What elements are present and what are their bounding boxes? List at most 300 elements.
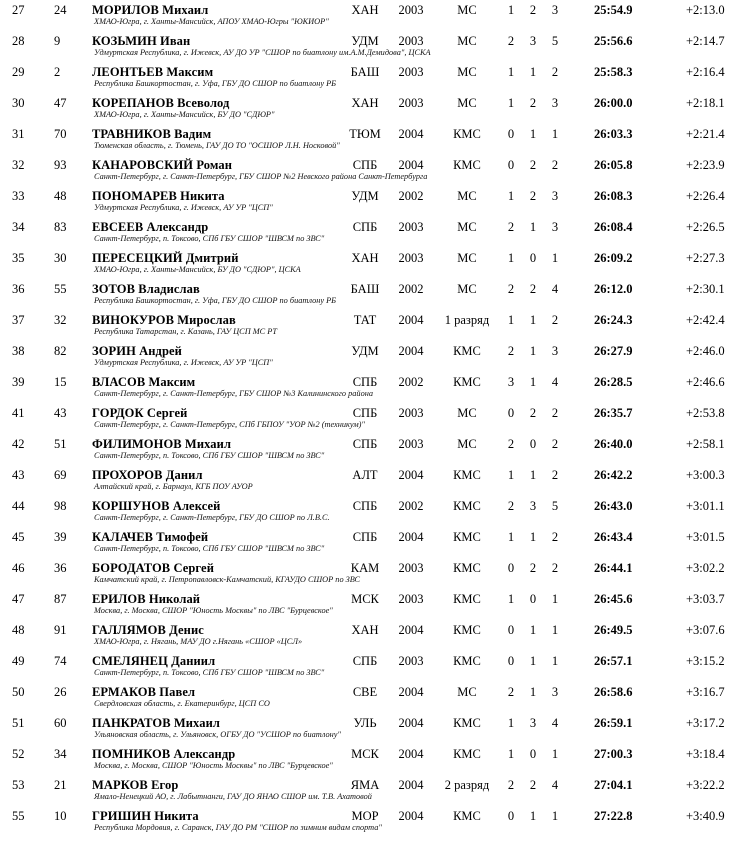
cell-place: 38 (12, 344, 25, 358)
cell-bib: 47 (54, 96, 67, 110)
cell-shooting-total: 1 (551, 654, 559, 668)
cell-shooting-1: 1 (507, 716, 515, 730)
cell-bib: 32 (54, 313, 67, 327)
cell-region: УДМ (351, 344, 379, 358)
cell-region: ХАН (351, 251, 379, 265)
cell-result-time: 25:54.9 (594, 3, 633, 17)
cell-spacer (6, 79, 46, 93)
cell-spacer (668, 155, 686, 172)
cell-spacer (668, 403, 686, 420)
cell-bib: 74 (54, 654, 67, 668)
table-row-club (6, 48, 748, 62)
cell-spacer (46, 48, 92, 62)
cell-spacer (566, 589, 594, 606)
table-row-club (6, 606, 748, 620)
cell-bib: 82 (54, 344, 67, 358)
cell-spacer (566, 496, 594, 513)
cell-region: МОР (351, 809, 379, 823)
table-row (6, 279, 748, 296)
cell-result-time: 26:49.5 (594, 623, 633, 637)
cell-shooting-1: 1 (507, 251, 515, 265)
cell-region: СПБ (352, 530, 378, 544)
cell-spacer (46, 203, 92, 217)
cell-shooting-2: 0 (529, 437, 537, 451)
cell-result-time: 26:57.1 (594, 654, 633, 668)
cell-time-behind: +2:23.9 (686, 158, 725, 172)
cell-spacer (566, 651, 594, 668)
cell-club-region: Республика Башкортостан, г. Уфа, ГБУ ДО СШОР по биатлону РБ (94, 296, 337, 305)
cell-spacer (668, 527, 686, 544)
cell-club-region: Республика Мордовия, г. Саранск, ГАУ ДО РМ "СШОР по зимним видам спорта" (94, 823, 382, 832)
cell-spacer (46, 761, 92, 775)
table-row (6, 682, 748, 699)
cell-shooting-total: 5 (551, 34, 559, 48)
cell-region: ТАТ (353, 313, 377, 327)
cell-spacer (566, 806, 594, 823)
cell-birth-year: 2004 (398, 716, 424, 730)
cell-spacer (6, 637, 46, 651)
cell-club-region: Удмуртская Республика, г. Ижевск, АУ УР "ЦСП" (94, 358, 273, 367)
cell-shooting-1: 0 (507, 654, 515, 668)
table-row-club (6, 172, 748, 186)
cell-shooting-1: 1 (507, 96, 515, 110)
cell-place: 32 (12, 158, 25, 172)
cell-bib: 10 (54, 809, 67, 823)
cell-athlete-name: КОРШУНОВ Алексей (92, 499, 221, 513)
cell-athlete-name: ГАЛЛЯМОВ Денис (92, 623, 204, 637)
cell-result-time: 26:43.4 (594, 530, 633, 544)
cell-bib: 9 (54, 34, 61, 48)
cell-shooting-total: 1 (551, 623, 559, 637)
table-row (6, 372, 748, 389)
cell-rank: МС (457, 251, 477, 265)
cell-athlete-name: ПОНОМАРЕВ Никита (92, 189, 225, 203)
cell-region: СПБ (352, 375, 378, 389)
cell-shooting-2: 3 (529, 34, 537, 48)
cell-spacer (566, 682, 594, 699)
cell-club-region: ХМАО-Югра, г. Ханты-Мансийск, БУ ДО "СДЮР", ЦСКА (94, 265, 301, 274)
cell-time-behind: +3:22.2 (686, 778, 725, 792)
cell-spacer (566, 527, 594, 544)
cell-result-time: 26:24.3 (594, 313, 633, 327)
cell-region: СПБ (352, 406, 378, 420)
cell-shooting-2: 1 (529, 344, 537, 358)
cell-birth-year: 2004 (398, 158, 424, 172)
cell-spacer (668, 217, 686, 234)
cell-spacer (668, 713, 686, 730)
cell-place: 47 (12, 592, 25, 606)
table-row (6, 341, 748, 358)
cell-athlete-name: МОРИЛОВ Михаил (92, 3, 209, 17)
cell-spacer (566, 0, 594, 17)
table-row-club (6, 110, 748, 124)
cell-result-time: 26:12.0 (594, 282, 633, 296)
table-row (6, 248, 748, 265)
cell-shooting-2: 1 (529, 220, 537, 234)
cell-birth-year: 2004 (398, 809, 424, 823)
cell-athlete-name: ЛЕОНТЬЕВ Максим (92, 65, 214, 79)
cell-athlete-name: ПЕРЕСЕЦКИЙ Дмитрий (92, 251, 239, 265)
cell-rank: КМС (453, 654, 481, 668)
cell-birth-year: 2004 (398, 344, 424, 358)
cell-shooting-total: 2 (551, 530, 559, 544)
cell-spacer (6, 730, 46, 744)
cell-spacer (6, 544, 46, 558)
cell-spacer (46, 17, 92, 31)
cell-athlete-name: КАЛАЧЕВ Тимофей (92, 530, 209, 544)
cell-time-behind: +2:13.0 (686, 3, 725, 17)
table-row (6, 403, 748, 420)
cell-birth-year: 2003 (398, 251, 424, 265)
cell-spacer (668, 31, 686, 48)
cell-birth-year: 2003 (398, 3, 424, 17)
cell-spacer (6, 265, 46, 279)
cell-shooting-1: 2 (507, 282, 515, 296)
table-row (6, 62, 748, 79)
table-row-club (6, 792, 748, 806)
cell-spacer (6, 203, 46, 217)
cell-place: 30 (12, 96, 25, 110)
results-table-body (6, 0, 748, 837)
cell-birth-year: 2004 (398, 685, 424, 699)
cell-shooting-total: 1 (551, 251, 559, 265)
cell-spacer (566, 713, 594, 730)
cell-place: 44 (12, 499, 25, 513)
cell-shooting-1: 0 (507, 623, 515, 637)
cell-shooting-1: 1 (507, 3, 515, 17)
cell-shooting-1: 0 (507, 127, 515, 141)
cell-athlete-name: ГРИШИН Никита (92, 809, 199, 823)
cell-result-time: 26:08.4 (594, 220, 633, 234)
cell-time-behind: +2:58.1 (686, 437, 725, 451)
cell-spacer (6, 668, 46, 682)
cell-birth-year: 2003 (398, 65, 424, 79)
cell-athlete-name: ЕВСЕЕВ Александр (92, 220, 209, 234)
table-row-club (6, 513, 748, 527)
cell-spacer (566, 341, 594, 358)
cell-rank: КМС (453, 344, 481, 358)
cell-club-region: Удмуртская Республика, г. Ижевск, АУ УР "ЦСП" (94, 203, 273, 212)
table-row-club (6, 327, 748, 341)
cell-shooting-total: 1 (551, 127, 559, 141)
cell-rank: МС (457, 282, 477, 296)
table-row (6, 558, 748, 575)
cell-bib: 83 (54, 220, 67, 234)
cell-club-region: Москва, г. Москва, СШОР "Юность Москвы" по ЛВС "Бурцевское" (94, 761, 333, 770)
cell-time-behind: +3:07.6 (686, 623, 725, 637)
cell-spacer (566, 186, 594, 203)
cell-spacer (6, 17, 46, 31)
cell-region: БАШ (350, 282, 380, 296)
cell-rank: МС (457, 220, 477, 234)
cell-shooting-total: 2 (551, 437, 559, 451)
cell-shooting-total: 3 (551, 220, 559, 234)
table-row-club (6, 265, 748, 279)
cell-spacer (46, 575, 92, 589)
cell-result-time: 26:43.0 (594, 499, 633, 513)
cell-result-time: 26:00.0 (594, 96, 633, 110)
cell-time-behind: +2:18.1 (686, 96, 725, 110)
cell-club-region: Санкт-Петербург, г. Санкт-Петербург, СПб ГБПОУ "УОР №2 (техникум)" (94, 420, 365, 429)
cell-athlete-name: ЕРМАКОВ Павел (92, 685, 196, 699)
cell-region: ЯМА (350, 778, 380, 792)
cell-club-region: Санкт-Петербург, п. Токсово, СПб ГБУ СШОР "ШВСМ по ЗВС" (94, 544, 325, 553)
table-row-club (6, 730, 748, 744)
cell-result-time: 26:44.1 (594, 561, 633, 575)
cell-time-behind: +2:42.4 (686, 313, 725, 327)
cell-bib: 48 (54, 189, 67, 203)
cell-bib: 26 (54, 685, 67, 699)
cell-spacer (668, 806, 686, 823)
cell-rank: КМС (453, 499, 481, 513)
cell-spacer (566, 620, 594, 637)
table-row (6, 186, 748, 203)
cell-birth-year: 2004 (398, 623, 424, 637)
cell-shooting-total: 3 (551, 344, 559, 358)
cell-spacer (566, 744, 594, 761)
cell-place: 55 (12, 809, 25, 823)
cell-birth-year: 2003 (398, 592, 424, 606)
cell-spacer (6, 575, 46, 589)
cell-birth-year: 2004 (398, 747, 424, 761)
cell-spacer (668, 775, 686, 792)
cell-result-time: 25:58.3 (594, 65, 633, 79)
cell-spacer (668, 589, 686, 606)
table-row (6, 31, 748, 48)
cell-spacer (46, 792, 92, 806)
cell-spacer (668, 124, 686, 141)
cell-place: 51 (12, 716, 25, 730)
cell-shooting-1: 0 (507, 809, 515, 823)
cell-spacer (46, 699, 92, 713)
cell-spacer (6, 606, 46, 620)
table-row (6, 496, 748, 513)
cell-spacer (6, 48, 46, 62)
table-row-club (6, 761, 748, 775)
cell-place: 34 (12, 220, 25, 234)
cell-athlete-name: ЕРИЛОВ Николай (92, 592, 201, 606)
cell-athlete-name: КАНАРОВСКИЙ Роман (92, 158, 233, 172)
cell-shooting-total: 3 (551, 685, 559, 699)
table-row-club (6, 203, 748, 217)
table-row (6, 651, 748, 668)
cell-shooting-1: 1 (507, 468, 515, 482)
cell-bib: 51 (54, 437, 67, 451)
cell-region: МСК (351, 747, 379, 761)
cell-athlete-name: ВИНОКУРОВ Мирослав (92, 313, 236, 327)
cell-result-time: 26:40.0 (594, 437, 633, 451)
table-row (6, 0, 748, 17)
cell-place: 48 (12, 623, 25, 637)
cell-spacer (6, 513, 46, 527)
cell-spacer (668, 279, 686, 296)
cell-result-time: 26:05.8 (594, 158, 633, 172)
cell-spacer (668, 186, 686, 203)
cell-birth-year: 2002 (398, 282, 424, 296)
cell-time-behind: +2:26.4 (686, 189, 725, 203)
cell-shooting-total: 5 (551, 499, 559, 513)
cell-club-region: Санкт-Петербург, г. Санкт-Петербург, ГБУ ДО СШОР по Л.В.С. (94, 513, 330, 522)
cell-shooting-2: 2 (529, 561, 537, 575)
cell-spacer (46, 265, 92, 279)
table-row (6, 713, 748, 730)
cell-shooting-total: 1 (551, 747, 559, 761)
cell-spacer (566, 434, 594, 451)
cell-spacer (6, 389, 46, 403)
table-row (6, 775, 748, 792)
cell-spacer (6, 792, 46, 806)
cell-region: СПБ (352, 654, 378, 668)
cell-place: 29 (12, 65, 25, 79)
cell-spacer (566, 775, 594, 792)
table-row-club (6, 79, 748, 93)
cell-place: 33 (12, 189, 25, 203)
cell-spacer (668, 496, 686, 513)
cell-spacer (46, 172, 92, 186)
cell-result-time: 27:04.1 (594, 778, 633, 792)
cell-rank: КМС (453, 592, 481, 606)
cell-shooting-total: 4 (551, 282, 559, 296)
cell-spacer (6, 420, 46, 434)
cell-time-behind: +2:21.4 (686, 127, 725, 141)
cell-spacer (6, 482, 46, 496)
cell-place: 28 (12, 34, 25, 48)
cell-spacer (668, 248, 686, 265)
table-row-club (6, 358, 748, 372)
cell-club-region: Ямало-Ненецкий АО, г. Лабытнанги, ГАУ ДО ЯНАО СШОР им. Т.В. Ахатовой (94, 792, 372, 801)
cell-spacer (6, 110, 46, 124)
cell-shooting-2: 1 (529, 468, 537, 482)
cell-spacer (6, 451, 46, 465)
cell-region: ХАН (351, 3, 379, 17)
cell-birth-year: 2004 (398, 127, 424, 141)
cell-spacer (566, 403, 594, 420)
cell-spacer (566, 372, 594, 389)
cell-athlete-name: ВЛАСОВ Максим (92, 375, 196, 389)
cell-place: 37 (12, 313, 25, 327)
cell-place: 53 (12, 778, 25, 792)
cell-region: КАМ (350, 561, 380, 575)
cell-result-time: 26:27.9 (594, 344, 633, 358)
cell-club-region: Республика Татарстан, г. Казань, ГАУ ЦСП МС РТ (94, 327, 277, 336)
cell-birth-year: 2002 (398, 375, 424, 389)
cell-birth-year: 2002 (398, 499, 424, 513)
cell-bib: 69 (54, 468, 67, 482)
table-row-club (6, 482, 748, 496)
cell-birth-year: 2003 (398, 654, 424, 668)
cell-spacer (6, 172, 46, 186)
cell-spacer (46, 327, 92, 341)
cell-time-behind: +2:46.6 (686, 375, 725, 389)
cell-birth-year: 2003 (398, 437, 424, 451)
cell-bib: 91 (54, 623, 67, 637)
cell-shooting-2: 1 (529, 530, 537, 544)
cell-region: ХАН (351, 623, 379, 637)
table-row (6, 744, 748, 761)
cell-rank: МС (457, 96, 477, 110)
cell-shooting-2: 0 (529, 592, 537, 606)
cell-time-behind: +3:17.2 (686, 716, 725, 730)
cell-bib: 55 (54, 282, 67, 296)
cell-region: СПБ (352, 158, 378, 172)
cell-shooting-1: 0 (507, 158, 515, 172)
cell-spacer (566, 279, 594, 296)
cell-region: СПБ (352, 220, 378, 234)
table-row (6, 465, 748, 482)
cell-athlete-name: ФИЛИМОНОВ Михаил (92, 437, 232, 451)
cell-result-time: 26:45.6 (594, 592, 633, 606)
table-row-club (6, 389, 748, 403)
cell-spacer (6, 234, 46, 248)
cell-rank: КМС (453, 716, 481, 730)
cell-spacer (668, 341, 686, 358)
cell-shooting-total: 2 (551, 158, 559, 172)
cell-shooting-2: 1 (529, 313, 537, 327)
cell-shooting-total: 4 (551, 716, 559, 730)
cell-athlete-name: МАРКОВ Егор (92, 778, 179, 792)
table-row-club (6, 141, 748, 155)
table-row-club (6, 575, 748, 589)
table-row (6, 620, 748, 637)
cell-time-behind: +3:15.2 (686, 654, 725, 668)
table-row (6, 434, 748, 451)
cell-region: УДМ (351, 189, 379, 203)
cell-shooting-1: 2 (507, 220, 515, 234)
cell-time-behind: +3:03.7 (686, 592, 725, 606)
cell-athlete-name: КОРЕПАНОВ Всеволод (92, 96, 230, 110)
cell-rank: КМС (453, 375, 481, 389)
cell-place: 31 (12, 127, 25, 141)
cell-bib: 36 (54, 561, 67, 575)
table-row (6, 527, 748, 544)
cell-time-behind: +2:30.1 (686, 282, 725, 296)
cell-spacer (46, 823, 92, 837)
cell-athlete-name: ПОМНИКОВ Александр (92, 747, 236, 761)
cell-rank: КМС (453, 158, 481, 172)
cell-birth-year: 2004 (398, 778, 424, 792)
cell-place: 45 (12, 530, 25, 544)
cell-result-time: 26:28.5 (594, 375, 633, 389)
cell-shooting-2: 0 (529, 251, 537, 265)
cell-rank: МС (457, 685, 477, 699)
cell-birth-year: 2003 (398, 561, 424, 575)
cell-rank: 1 разряд (444, 313, 490, 327)
cell-spacer (6, 761, 46, 775)
cell-spacer (668, 620, 686, 637)
cell-shooting-1: 1 (507, 313, 515, 327)
cell-birth-year: 2004 (398, 313, 424, 327)
cell-spacer (668, 93, 686, 110)
cell-spacer (668, 372, 686, 389)
cell-birth-year: 2003 (398, 406, 424, 420)
cell-rank: МС (457, 189, 477, 203)
cell-spacer (566, 465, 594, 482)
table-row (6, 93, 748, 110)
cell-place: 49 (12, 654, 25, 668)
cell-bib: 15 (54, 375, 67, 389)
cell-spacer (6, 141, 46, 155)
cell-club-region: Камчатский край, г. Петропавловск-Камчатский, КГАУДО СШОР по ЗВС (94, 575, 360, 584)
cell-shooting-total: 3 (551, 3, 559, 17)
cell-time-behind: +3:18.4 (686, 747, 725, 761)
cell-region: БАШ (350, 65, 380, 79)
cell-shooting-1: 2 (507, 34, 515, 48)
cell-shooting-total: 1 (551, 592, 559, 606)
cell-rank: КМС (453, 623, 481, 637)
cell-shooting-1: 0 (507, 406, 515, 420)
cell-time-behind: +2:27.3 (686, 251, 725, 265)
cell-bib: 70 (54, 127, 67, 141)
